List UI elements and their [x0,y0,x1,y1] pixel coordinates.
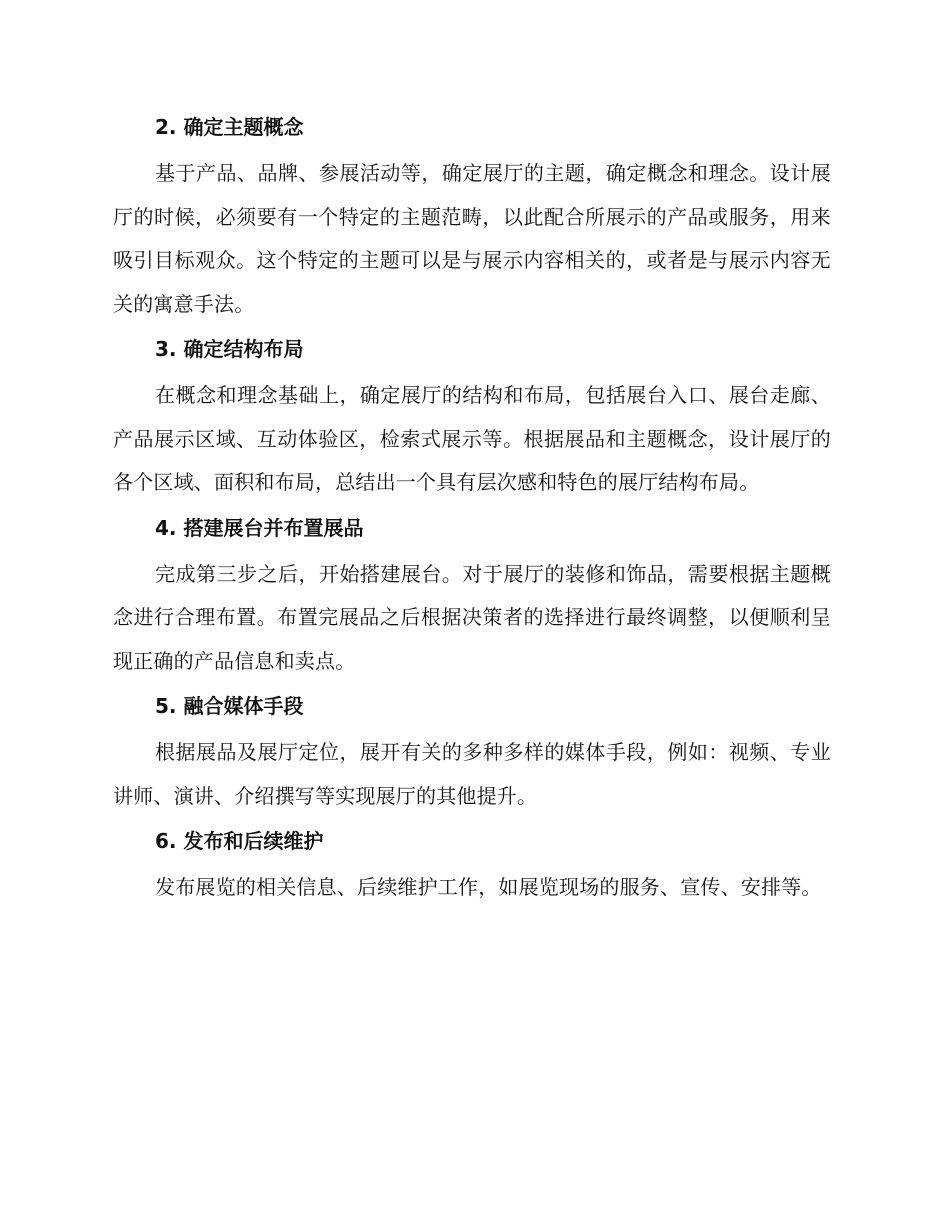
section-theme-concept [113,108,831,326]
section-heading: 6. 发布和后续维护 [155,829,324,853]
section-release-maintenance [113,822,831,910]
section-heading: 4. 搭建展台并布置展品 [155,515,364,540]
section-heading: 3. 确定结构布局 [155,337,304,361]
section-media [113,687,831,818]
section-paragraph: 基于产品、品牌、参展活动等，确定展厅的主题，确定概念和理念。设计展厅的时候，必须要有一个特定的主题范畴，以此配合所展示的产品或服务，用来吸引目标观众。这个特定的主题可以是与展示内容相关的，或者是与展示内容无关的寓意手法。 [113,161,831,316]
section-paragraph: 发布展览的相关信息、后续维护工作，如展览现场的服务、宣传、安排等。 [155,875,822,899]
document-body [113,108,831,914]
section-structure-layout [113,330,831,505]
section-paragraph: 根据展品及展厅定位，展开有关的多种多样的媒体手段，例如：视频、专业讲师、演讲、介绍撰写等实现展厅的其他提升。 [113,740,831,808]
section-heading: 2. 确定主题概念 [155,115,304,139]
section-paragraph: 完成第三步之后，开始搭建展台。对于展厅的装修和饰品，需要根据主题概念进行合理布置。布置完展品之后根据决策者的选择进行最终调整，以便顺利呈现正确的产品信息和卖点。 [113,561,831,673]
section-paragraph: 在概念和理念基础上，确定展厅的结构和布局，包括展台入口、展台走廊、产品展示区域、互动体验区，检索式展示等。根据展品和主题概念，设计展厅的各个区域、面积和布局，总结出一个具有层次感和特色的展厅结构布局。 [113,383,831,494]
section-build-booth [113,509,831,684]
section-heading: 5. 融合媒体手段 [155,694,304,718]
